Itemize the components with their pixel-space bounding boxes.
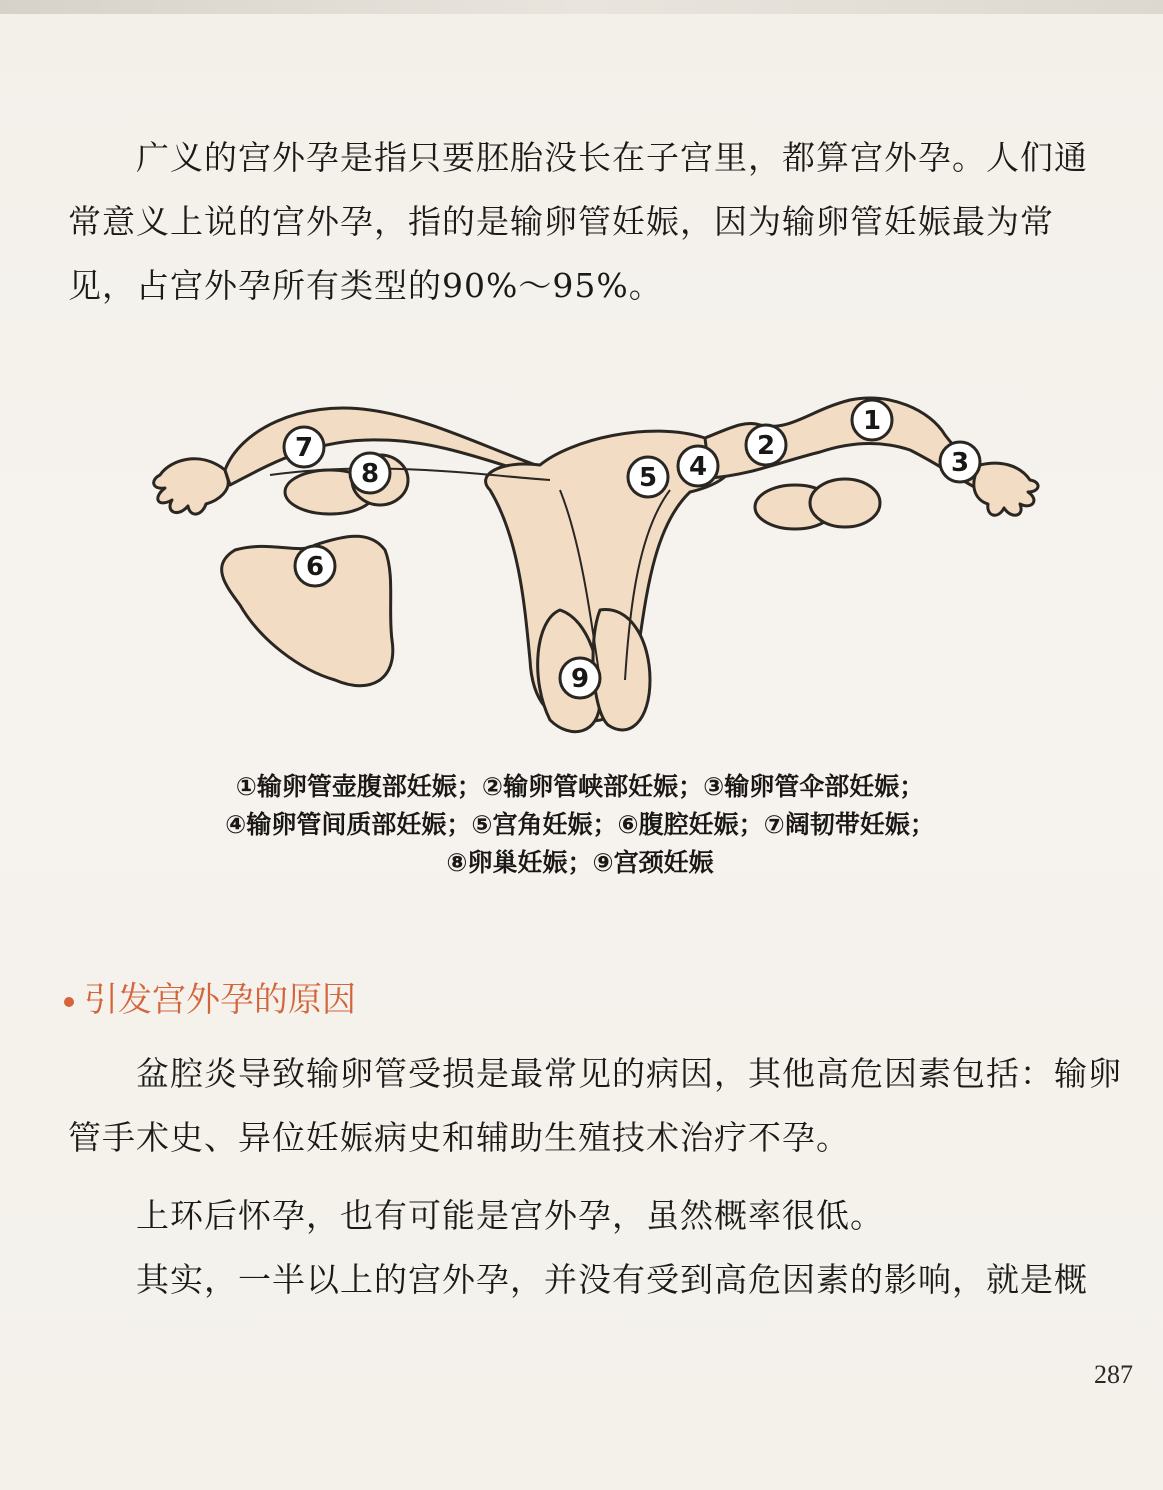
caption-line-2: ④输卵管间质部妊娠；⑤宫角妊娠；⑥腹腔妊娠；⑦阔韧带妊娠；: [225, 810, 935, 839]
probability-paragraph: [68, 1248, 1138, 1312]
iud-paragraph: [68, 1184, 1098, 1248]
left-fimbriae: [154, 459, 229, 514]
marker-2-label: 2: [756, 431, 776, 461]
section-heading: [64, 972, 356, 1021]
marker-3-label: 3: [950, 448, 970, 478]
intro-paragraph: [68, 126, 1098, 318]
marker-9-label: 9: [570, 664, 590, 694]
marker-1-label: 1: [862, 406, 882, 436]
marker-8-label: 8: [360, 459, 380, 489]
intro-text: 广义的宫外孕是指只要胚胎没长在子宫里，都算宫外孕。人们通常意义上说的宫外孕，指的是输卵管妊娠，因为输卵管妊娠最为常见，占宫外孕所有类型的90%～95%。: [68, 138, 1088, 305]
marker-6-label: 6: [305, 552, 325, 582]
bullet-dot-icon: [64, 997, 74, 1007]
marker-4-label: 4: [688, 452, 708, 482]
caption-line-3: ⑧卵巢妊娠；⑨宫颈妊娠: [446, 848, 714, 877]
figure-caption: [100, 768, 1060, 882]
page-top-edge: [0, 0, 1163, 14]
marker-7-label: 7: [294, 433, 314, 463]
causes-text: 盆腔炎导致输卵管受损是最常见的病因，其他高危因素包括：输卵管手术史、异位妊娠病史和辅助生殖技术治疗不孕。: [68, 1054, 1122, 1157]
marker-5-label: 5: [638, 463, 658, 493]
iud-text: 上环后怀孕，也有可能是宫外孕，虽然概率很低。: [136, 1196, 884, 1235]
uterus-illustration: [130, 380, 1050, 760]
right-ovary-lobe: [810, 479, 880, 527]
page-number: 287: [1094, 1360, 1133, 1389]
causes-paragraph: [68, 1042, 1128, 1170]
caption-line-1: ①输卵管壶腹部妊娠；②输卵管峡部妊娠；③输卵管伞部妊娠；: [235, 772, 925, 801]
probability-text: 其实，一半以上的宫外孕，并没有受到高危因素的影响，就是概: [136, 1260, 1088, 1299]
uterus-diagram: [130, 380, 1050, 760]
section-title-text: 引发宫外孕的原因: [84, 980, 356, 1020]
right-fimbriae: [974, 463, 1038, 515]
